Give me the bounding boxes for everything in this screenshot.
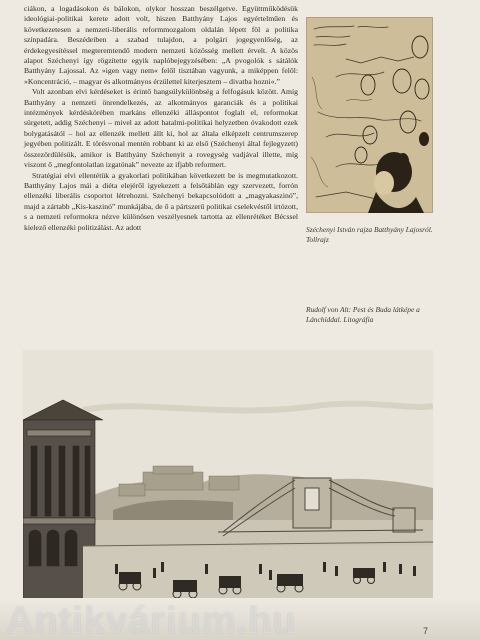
sketch-figure bbox=[306, 17, 433, 213]
paragraph: Stratégiai elvi ellentétük a gyakorlati politikában következett be is megmutatkozott. Batthyány Lajos mái a diéta elejéről igyekezett a felsőtáblán egy szervezett, forrón ellenzéki liberális csoportot létrehozni. Széchenyi bekapcsolódott a „magyakaszinó”, majd a zártabb „Kis-kaszinó” munkájába, de ő a pártszerű politikai cselekvéstől irtózott, s a nemzeti reformokra nézve különösen veszélyesnek tartotta az ellenrétéket Bécssel kielező ellenzéki politizálást. Az adott bbox=[24, 170, 298, 232]
litho-caption: Rudolf von Alt: Pest és Buda látképe a Lánchíddal. Litográfia bbox=[306, 305, 420, 324]
watermark-text: Antikvárium.hu bbox=[6, 600, 297, 640]
paragraph: ciákon, a logadásokon és bálokon, olykor hosszan beszélgetve. Együttműködésük ideológiai-politikai kerete adott volt, hiszen Batthyány Lajos egyértelműen és következetesen a nemzeti-liberális reformmozgalom oldalán lépett föl a politika színpadára. Beszédeiben a szabad tulajdon, a polgári jogegyenlőség, az érdekegyesítéssel megteremtendő modern nemzeti közösség mellett érvelt. A közös alapot Széchenyi így rögzítette egyik naplóbejegyzésében: „A pvogolók s sátálók Batthyány Lajossal. Az »igen vagy nem« felől tisztában vagyunk, a miképpen felől: »Koncentráció, – magyar és alkotmányos érzülettel kiterjesztem – divatba hozni«.” bbox=[24, 4, 298, 86]
paragraph: Volt azonban elvi kérdéseket is érintő hangsúlykülönbség a felfogásuk között. Amíg Batthyány a nemzeti önrendelkezés, az alkotmányos garanciák és a politikai intézmények kérdéskörében markáns ellenzéki álláspontot foglalt el, reformokat sürgetett, addig Széchenyi – mivel az adott hatalmi-politikai helyzetben óvakodott ezek bolygatásától – hol az ellenzék mellett állt ki, hol az általa elképzelt centrumszerep jegyében politizált. E törésvonal mentén robbant ki az első (Széchenyi által fejlegyzett) összezördülésük, amikor is Batthyány Széchenyit a rovegység vadjával illette, míg viszont ő „megfontolatlan izgatónak” nevezte az ifjabb reformert. bbox=[24, 87, 298, 170]
page-number: 7 bbox=[423, 626, 429, 636]
lithograph-figure bbox=[23, 350, 433, 615]
sketch-caption: Széchenyi István rajza Batthyány Lajosról. Tollrajz bbox=[306, 225, 433, 244]
body-text bbox=[24, 4, 298, 233]
